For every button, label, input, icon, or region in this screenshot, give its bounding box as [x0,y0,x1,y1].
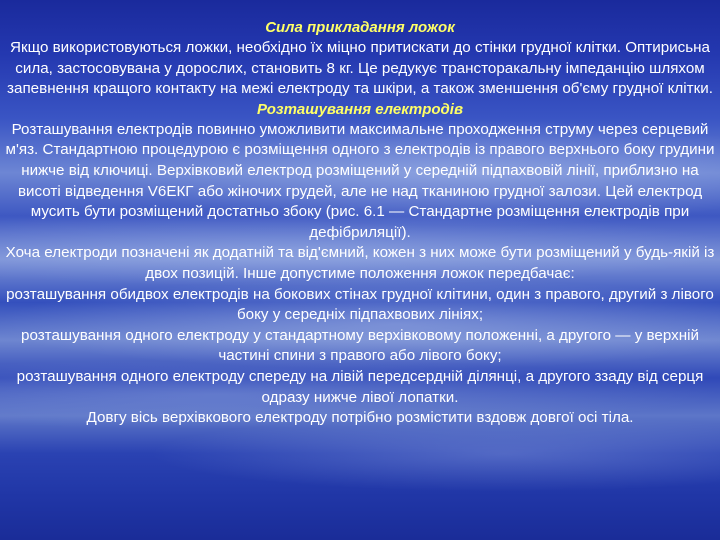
paragraph-electrode-placement: Розташування електродів повинно уможливити максимальне проходження струму через серцевий м'яз. Стандартною процедурою є розміщення одного з електродів із правого верхнього боку грудини нижче від ключиці. Верхівковий електрод розміщений у середній підпахвовій лінії, приблизно на висоті відведення V6ЕКГ або жіночих грудей, але не над тканиною грудної залози. Цей електрод мусить бути розміщений достатньо збоку (рис. 6.1 — Стандартне розміщення електродів при дефібриляції). [5,120,715,241]
heading-electrode-placement: Розташування електродів [256,100,464,118]
paragraph-paddle-force: Якщо використовуються ложки, необхідно їх міцно притискати до стінки грудної клітки. Оптирисьна сила, застосовувана у дорослих, становить 8 кг. Це редукує трансторакальну імпеданцію шляхом запевнення кращого контакту на межі електроду та шкіри, а також зменшення об'єму грудної клітки. [7,39,713,98]
list-item-anterior-posterior: розташування одного електроду спереду на лівій передсердній ділянці, а другого ззаду від серця одразу нижче лівої лопатки. [16,367,704,406]
paragraph-polarity: Хоча електроди позначені як додатній та від'ємний, кожен з них може бути розміщений у будь-якій із двох позицій. Інше допустиме положення ложок передбачає: [5,244,715,282]
heading-paddle-force: Сила прикладання ложок [265,19,455,36]
paragraph-long-axis: Довгу вісь верхівкового електроду потрібно розмістити вздовж довгої осі тіла. [86,409,634,427]
list-item-lateral: розташування обидвох електродів на бокових стінах грудної клітини, один з правого, другий з лівого боку у середніх підпахвових лініях; [6,285,714,324]
list-item-apex-back: розташування одного електроду у стандартному верхівковому положенні, а другого — у верхній частині спини з правого або лівого боку; [21,326,699,365]
